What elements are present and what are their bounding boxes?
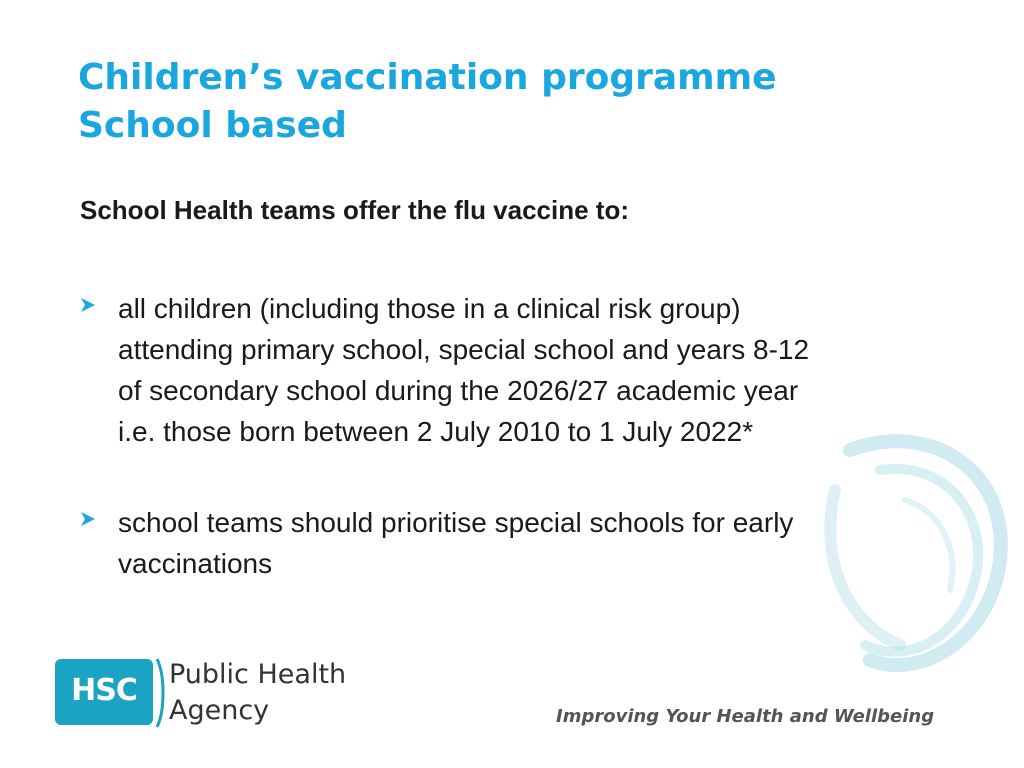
bullet-text-line: i.e. those born between 2 July 2010 to 1 July 2022* <box>118 416 754 447</box>
bullet-text <box>118 288 970 452</box>
swirl-graphic <box>810 430 1024 680</box>
slide-title-line: School based <box>78 105 347 146</box>
slide-title <box>78 54 938 150</box>
bullet-text-line: vaccinations <box>118 548 273 579</box>
bullet-text-line: all children (including those in a clinical risk group) <box>118 293 741 324</box>
bullet-text-line: school teams should prioritise special schools for early <box>118 507 794 538</box>
tagline: Improving Your Health and Wellbeing <box>556 706 935 727</box>
bullet-text-line: attending primary school, special school and years 8-12 <box>118 334 810 365</box>
agency-name <box>169 657 346 729</box>
slide-title-line: Children’s vaccination programme <box>78 57 777 98</box>
slide-subtitle: School Health teams offer the flu vaccine to: <box>80 195 629 225</box>
hsc-logo-box <box>55 659 153 725</box>
arrow-bullet-icon <box>80 511 96 527</box>
bullet-item <box>80 288 970 452</box>
agency-name-line: Agency <box>169 695 270 726</box>
bullet-text-line: of secondary school during the 2026/27 academic year <box>118 375 799 406</box>
arrow-bullet-icon <box>80 297 96 313</box>
hsc-logo-text: HSC <box>71 673 137 708</box>
agency-name-line: Public Health <box>169 659 347 690</box>
hsc-logo <box>55 657 355 737</box>
